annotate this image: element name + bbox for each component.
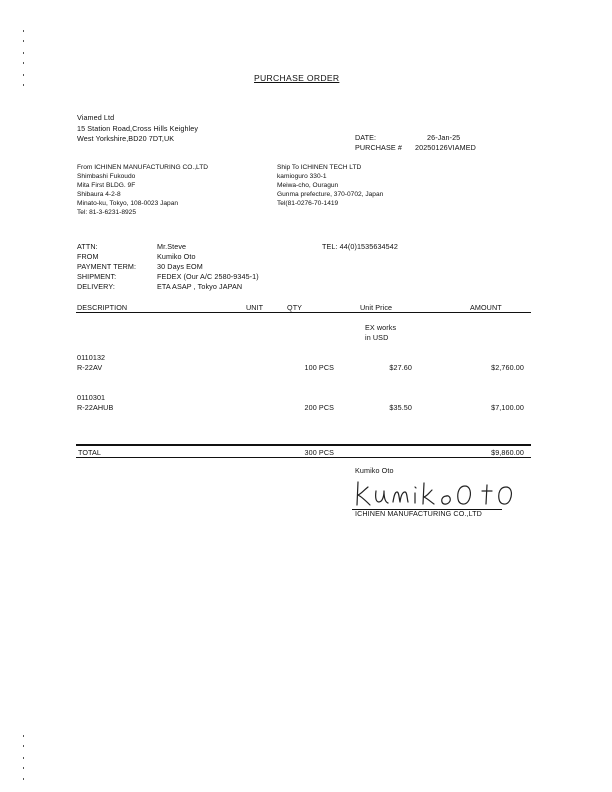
total-underline: [76, 457, 531, 458]
buyer-line: 15 Station Road,Cross Hills Keighley: [77, 124, 199, 133]
header-unit-price: Unit Price: [360, 303, 393, 312]
tel-value: TEL: 44(0)1535634542: [322, 242, 398, 251]
total-label: TOTAL: [78, 448, 101, 457]
item-unit-price: $27.60: [389, 363, 412, 372]
total-amount: $9,860.00: [491, 448, 524, 457]
ship-to-line: Meiwa-cho, Ouragun: [277, 182, 339, 189]
signer-company: ICHINEN MANUFACTURING CO.,LTD: [355, 509, 482, 518]
item-amount: $2,760.00: [491, 363, 524, 372]
total-divider: [76, 444, 531, 446]
total-qty: 300 PCS: [304, 448, 334, 457]
buyer-line: Viamed Ltd: [77, 113, 115, 122]
item-name: R-22AV: [77, 363, 103, 372]
handwritten-signature: [352, 478, 522, 508]
po-value: 20250126VIAMED: [415, 143, 476, 152]
item-code: 0110301: [77, 393, 106, 402]
item-qty: 200 PCS: [304, 403, 334, 412]
delivery-value: ETA ASAP , Tokyo JAPAN: [157, 282, 243, 291]
header-divider: [76, 312, 531, 313]
item-name: R-22AHUB: [77, 403, 114, 412]
ship-to-line: Ship To ICHINEN TECH LTD: [277, 164, 362, 171]
payment-term-label: PAYMENT TERM:: [77, 262, 137, 271]
ship-to-line: Tel(81-0276-70-1419: [277, 200, 339, 207]
from-line: Tel: 81-3-6231-8925: [77, 209, 137, 216]
price-note: EX works: [365, 323, 397, 332]
signer-name: Kumiko Oto: [355, 466, 394, 475]
item-qty: 100 PCS: [304, 363, 334, 372]
price-note: in USD: [365, 333, 389, 342]
header-qty: QTY: [287, 303, 303, 312]
from-label: FROM: [77, 252, 99, 261]
date-label: DATE:: [355, 133, 377, 142]
payment-term-value: 30 Days EOM: [157, 262, 203, 271]
ship-to-line: Gunma prefecture, 370-0702, Japan: [277, 191, 384, 198]
shipment-label: SHIPMENT:: [77, 272, 117, 281]
header-amount: AMOUNT: [470, 303, 502, 312]
header-unit: UNIT: [246, 303, 264, 312]
from-value: Kumiko Oto: [157, 252, 196, 261]
document-title: PURCHASE ORDER: [254, 73, 340, 83]
item-amount: $7,100.00: [491, 403, 524, 412]
buyer-line: West Yorkshire,BD20 7DT,UK: [77, 134, 175, 143]
item-code: 0110132: [77, 353, 106, 362]
attn-value: Mr.Steve: [157, 242, 187, 251]
header-description: DESCRIPTION: [77, 303, 128, 312]
from-line: Minato-ku, Tokyo, 108-0023 Japan: [77, 200, 179, 207]
from-line: From ICHINEN MANUFACTURING CO.,LTD: [77, 164, 209, 171]
date-value: 26-Jan-25: [427, 133, 461, 142]
attn-label: ATTN:: [77, 242, 98, 251]
item-unit-price: $35.50: [389, 403, 412, 412]
from-line: Shibaura 4-2-8: [77, 191, 121, 198]
ship-to-line: kamioguro 330-1: [277, 173, 327, 180]
from-line: Shimbashi Fukoudo: [77, 173, 136, 180]
po-label: PURCHASE #: [355, 143, 402, 152]
shipment-value: FEDEX (Our A/C 2580-9345-1): [157, 272, 259, 281]
from-line: Mita First BLDG. 9F: [77, 182, 136, 189]
delivery-label: DELIVERY:: [77, 282, 115, 291]
